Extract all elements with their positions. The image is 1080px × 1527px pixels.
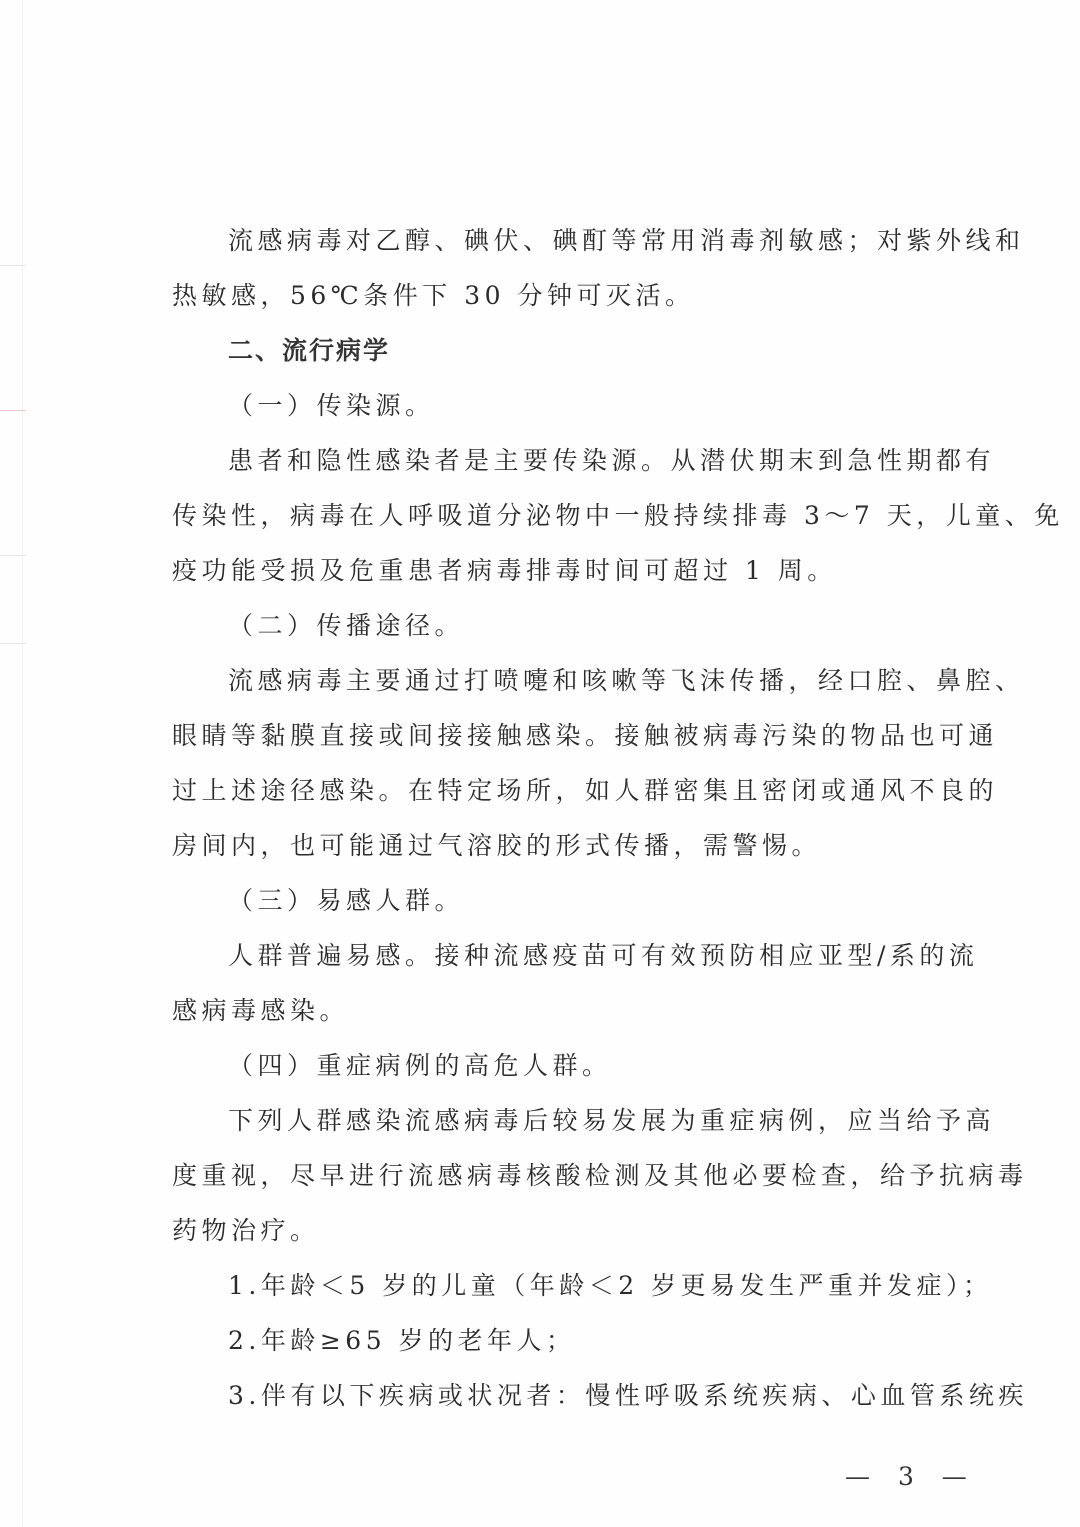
paragraph-line: 流感病毒对乙醇、碘伏、碘酊等常用消毒剂敏感；对紫外线和: [228, 226, 1025, 255]
paragraph-line: 传染性，病毒在人呼吸道分泌物中一般持续排毒 3～7 天，儿童、免: [172, 501, 1064, 530]
paragraph-line: 热敏感，56℃条件下 30 分钟可灭活。: [172, 281, 695, 310]
paragraph-line: 度重视，尽早进行流感病毒核酸检测及其他必要检查，给予抗病毒: [172, 1161, 1028, 1190]
edge-mark: [0, 555, 26, 556]
edge-mark: [0, 410, 26, 411]
edge-mark: [0, 643, 26, 644]
edge-mark: [0, 265, 26, 266]
paragraph-line: 房间内，也可能通过气溶胶的形式传播，需警惕。: [172, 831, 822, 860]
paragraph-line: 过上述途径感染。在特定场所，如人群密集且密闭或通风不良的: [172, 776, 999, 805]
subsection-heading-source: （一）传染源。: [228, 391, 435, 420]
paragraph-line: 药物治疗。: [172, 1216, 320, 1245]
list-item: 2.年龄≥65 岁的老年人；: [228, 1326, 576, 1355]
subsection-heading-susceptible: （三）易感人群。: [228, 886, 465, 915]
paragraph-line: 人群普遍易感。接种流感疫苗可有效预防相应亚型/系的流: [228, 941, 979, 970]
paragraph-line: 下列人群感染流感病毒后较易发展为重症病例，应当给予高: [228, 1106, 996, 1135]
paragraph-line: 患者和隐性感染者是主要传染源。从潜伏期末到急性期都有: [228, 446, 996, 475]
list-item: 3.伴有以下疾病或状况者：慢性呼吸系统疾病、心血管系统疾: [228, 1381, 1028, 1410]
binding-edge-line: [22, 0, 23, 1527]
list-item: 1.年龄＜5 岁的儿童（年龄＜2 岁更易发生严重并发症）；: [228, 1271, 993, 1300]
subsection-heading-transmission: （二）传播途径。: [228, 611, 465, 640]
paragraph-line: 流感病毒主要通过打喷嚏和咳嗽等飞沫传播，经口腔、鼻腔、: [228, 666, 1025, 695]
page-number: — 3 —: [845, 1462, 977, 1491]
subsection-heading-high-risk: （四）重症病例的高危人群。: [228, 1051, 612, 1080]
paragraph-line: 感病毒感染。: [172, 996, 350, 1025]
paragraph-line: 眼睛等黏膜直接或间接接触感染。接触被病毒污染的物品也可通: [172, 721, 999, 750]
section-heading-epidemiology: 二、流行病学: [228, 336, 391, 365]
paragraph-line: 疫功能受损及危重患者病毒排毒时间可超过 1 周。: [172, 556, 837, 585]
